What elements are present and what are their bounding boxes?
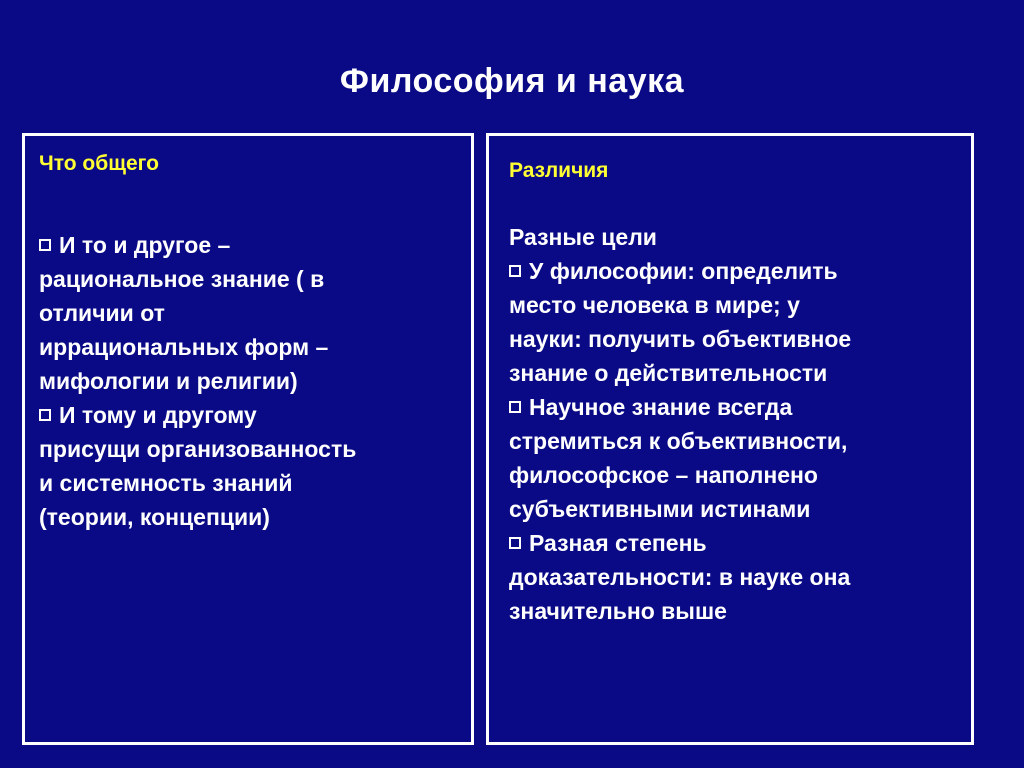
text-line: рациональное знание ( в bbox=[39, 266, 325, 292]
text-line: присущи организованность bbox=[39, 436, 357, 462]
checkbox-bullet-icon bbox=[509, 537, 521, 549]
text-line: И тому и другому bbox=[39, 398, 459, 432]
text-line: И то и другое – bbox=[39, 228, 459, 262]
text-line: мифологии и религии) bbox=[39, 368, 298, 394]
common-features-heading: Что общего bbox=[39, 152, 159, 175]
text-line: Разные цели bbox=[509, 224, 657, 250]
text-line: (теории, концепции) bbox=[39, 504, 270, 530]
text-line: отличии от bbox=[39, 300, 165, 326]
common-features-text bbox=[39, 228, 459, 534]
differences-text bbox=[509, 220, 959, 628]
checkbox-bullet-icon bbox=[509, 265, 521, 277]
common-features-panel bbox=[22, 133, 474, 745]
text-line: иррациональных форм – bbox=[39, 334, 329, 360]
text-line: Научное знание всегда bbox=[509, 390, 959, 424]
text-line: У философии: определить bbox=[509, 254, 959, 288]
differences-panel bbox=[486, 133, 974, 745]
text-line: субъективными истинами bbox=[509, 496, 811, 522]
text-line: место человека в мире; у bbox=[509, 292, 800, 318]
differences-heading: Различия bbox=[509, 159, 609, 182]
text-line: Разная степень bbox=[509, 526, 959, 560]
text-line: доказательности: в науке она bbox=[509, 564, 851, 590]
text-line: и системность знаний bbox=[39, 470, 293, 496]
text-line: науки: получить объективное bbox=[509, 326, 852, 352]
checkbox-bullet-icon bbox=[39, 409, 51, 421]
text-line: философское – наполнено bbox=[509, 462, 818, 488]
text-line: стремиться к объективности, bbox=[509, 428, 848, 454]
text-line: значительно выше bbox=[509, 598, 727, 624]
slide-title: Философия и наука bbox=[339, 62, 685, 100]
checkbox-bullet-icon bbox=[39, 239, 51, 251]
checkbox-bullet-icon bbox=[509, 401, 521, 413]
text-line: знание о действительности bbox=[509, 360, 828, 386]
